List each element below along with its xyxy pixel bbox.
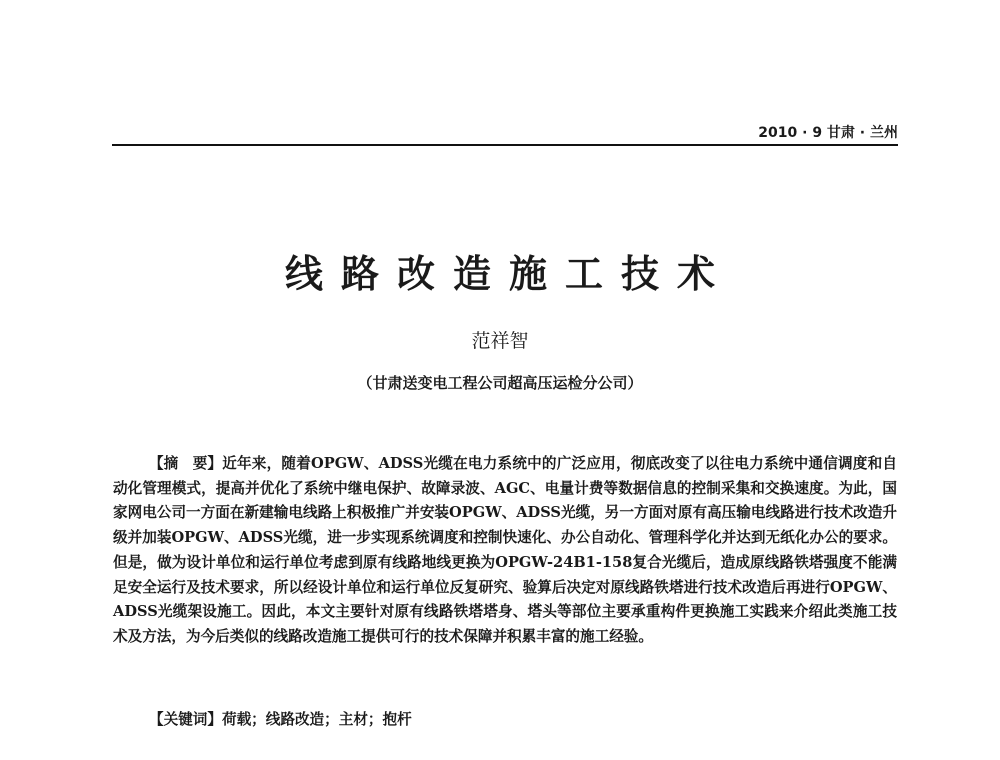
abstract-label: 【摘 要】 [149,455,222,472]
keywords-text: 荷载；线路改造；主材；抱杆 [221,711,412,728]
keywords-label: 【关键词】 [149,711,222,728]
author-affiliation: （甘肃送变电工程公司超高压运检分公司） [357,374,643,392]
abstract-text: 近年来，随着OPGW、ADSS光缆在电力系统中的广泛应用，彻底改变了以往电力系统中通信调度和自动化管理模式，提高并优化了系统中继电保护、故障录波、AGC、电量计费等数据信息的控制采集和交换速度。为此，国家网电公司一方面在新建输电线路上积极推广并安装OPGW、ADSS光缆，另一方面对原有高压输电线路进行技术改造升级并加装OPGW、ADSS光缆，进一步实现系统调度和控制快速化、办公自动化、管理科学化并达到无纸化办公的要求。但是，做为设计单位和运行单位考虑到原有线路地线更换为OPGW-24B1-158复合光缆后，造成原线路铁塔强度不能满足安全运行及技术要求，所以经设计单位和运行单位反复研究、验算后决定对原线路铁塔进行技术改造后再进行OPGW、ADSS光缆架设施工。因此，本文主要针对原有线路铁塔塔身、塔头等部位主要承重构件更换施工实践来介绍此类施工技术及方法，为今后类似的线路改造施工提供可行的技术保障并积累丰富的施工经验。 [113,455,897,645]
author-name: 范祥智 [471,330,529,352]
abstract-paragraph [113,452,897,650]
issue-date-location: 2010 · 9 甘肃 · 兰州 [758,125,898,141]
header-rule [112,144,898,146]
keywords-line [149,708,897,732]
paper-title: 线路改造施工技术 [284,251,733,296]
